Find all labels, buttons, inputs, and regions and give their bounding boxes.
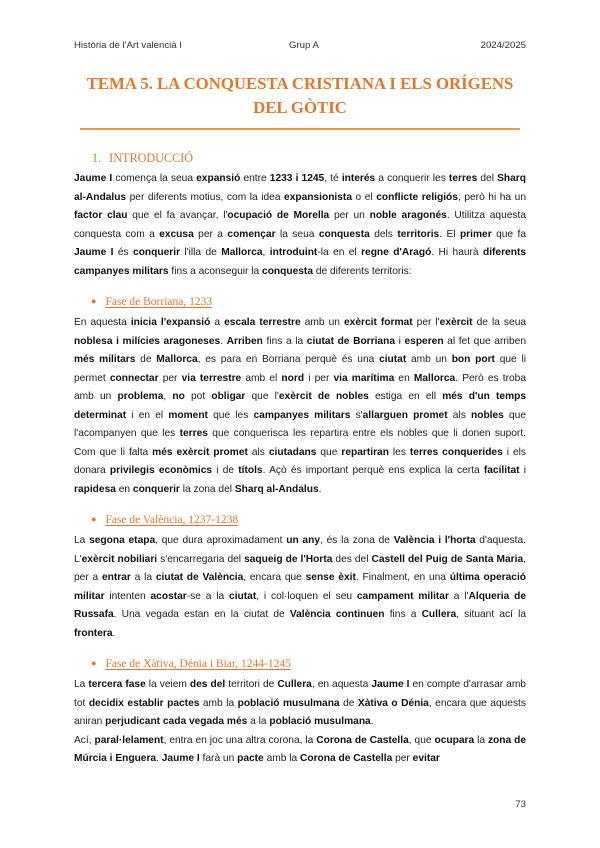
emphasis: Cullera xyxy=(277,679,312,690)
emphasis: conquesta xyxy=(262,265,313,277)
emphasis: Corona de Castella xyxy=(299,753,393,764)
emphasis: Xàtiva o Dénia xyxy=(357,697,429,709)
emphasis: població musulmana xyxy=(237,697,340,709)
emphasis: conquerir xyxy=(132,483,180,495)
emphasis: inicia l'expansió xyxy=(130,317,211,328)
emphasis: escala terrestre xyxy=(224,317,301,328)
emphasis: títols xyxy=(238,465,263,476)
emphasis: Castell del Puig de Santa Maria xyxy=(371,553,524,565)
emphasis: València continuen xyxy=(289,609,385,620)
phase-paragraph-borriana: En aquesta inicia l'expansió a escala terrestre amb un exèrcit format per l'exèrcit de la seua noblesa i milícies aragoneses. Arriben fins a la ciutat de Borriana i esperen al fet que arriben més militars de Mallorca, es para en Borriana perquè és una ciutat amb un bon port que li permet connectar per via terrestre amb el nord i per via marítima en Mallorca. Però es troba amb un problema, no pot obligar que l'exèrcit de nobles estiga en ell més d'un temps determinat i en el moment que les campanyes militars s'allarguen promet als nobles que l'acompanyen que les terres que conquerisca les repartira entre els nobles que li donen suport. Com que li falta més exèrcit promet als ciutadans que repartiran les terres conquerides i els donara privilegis econòmics i de títols. Açò és important perquè ens explica la certa facilitat i rapidesa en conquerir la zona del Sharq al-Andalus. xyxy=(74,317,527,495)
emphasis: ciutat xyxy=(229,590,257,602)
emphasis: diferents campanyes militars xyxy=(74,247,527,277)
emphasis: territoris xyxy=(397,228,440,240)
emphasis: Mallorca xyxy=(221,247,263,258)
emphasis: Jaume I xyxy=(371,679,410,690)
emphasis: rapidesa xyxy=(74,483,116,495)
emphasis: privilegis econòmics xyxy=(109,465,213,476)
emphasis: començar xyxy=(227,228,276,240)
emphasis: noblesa i milícies aragoneses xyxy=(74,335,221,347)
phase-heading-xativa xyxy=(91,653,526,674)
emphasis: Mallorca xyxy=(413,372,456,384)
emphasis: via terrestre xyxy=(181,372,242,384)
document-body xyxy=(74,148,526,769)
emphasis: excusa xyxy=(159,228,194,240)
emphasis: 1233 i 1245 xyxy=(269,173,325,184)
emphasis: decidix establir pactes xyxy=(88,697,200,709)
emphasis: interés xyxy=(341,173,376,184)
emphasis: més d'un temps determinat xyxy=(74,391,527,421)
phase-heading-borriana xyxy=(91,291,526,312)
emphasis: esperen xyxy=(404,335,444,347)
emphasis: perjudicant cada vegada més xyxy=(105,716,248,727)
emphasis: exèrcit format xyxy=(344,317,413,328)
emphasis: primer xyxy=(459,228,492,240)
emphasis: més exèrcit promet xyxy=(152,446,248,458)
phase-paragraph-valencia: La segona etapa, que dura aproximadament un any, és la zona de València i l'horta d'aquesta. L'exèrcit nobiliari s'encarregaria del saqueig de l'Horta des del Castell del Puig de Santa Maria, per a entrar a la ciutat de València, encara que sense èxit. Finalment, en una última operació militar intenten acostar-se a la ciutat, i col·loquen el seu campament militar a l'Alqueria de Russafa. Una vegada estan en la ciutat de València continuen fins a Cullera, situant ací la frontera. xyxy=(74,535,527,639)
phase-link-valencia[interactable]: Fase de València, 1237-1238 xyxy=(105,514,239,526)
header-year: 2024/2025 xyxy=(480,40,526,51)
emphasis: Cullera xyxy=(421,609,457,620)
phase-link-borriana[interactable]: Fase de Borriana, 1233 xyxy=(105,296,213,308)
emphasis: evitar xyxy=(412,753,440,764)
emphasis: Sharq al-Andalus xyxy=(234,483,319,495)
emphasis: ciutat xyxy=(379,354,407,365)
emphasis: entrar xyxy=(101,572,131,583)
intro-paragraph: Jaume I comença la seua expansió entre 1233 i 1245, té interés a conquerir les terres del Sharq al-Andalus per diferents motius, com la idea expansionista o el conflicte religiós, però hi ha un factor clau que el fa avançar, l'ocupació de Morella per un noble aragonés. Utilitza aquesta conquesta com a excusa per a començar la seua conquesta dels territoris. El primer que fa Jaume I és conquerir l'illa de Mallorca, introduint-la en el regne d'Aragó. Hi haurà diferents campanyes militars fins a aconseguir la conquesta de diferents territoris: xyxy=(74,173,527,277)
emphasis: introduint xyxy=(269,247,318,258)
emphasis: València i l'horta xyxy=(393,535,476,546)
emphasis: un any xyxy=(286,535,320,546)
emphasis: pacte xyxy=(237,753,264,764)
emphasis: última operació militar xyxy=(74,572,527,602)
emphasis: ciutadans xyxy=(268,446,317,458)
emphasis: tercera fase xyxy=(88,679,146,690)
emphasis: saqueig de l'Horta xyxy=(244,553,333,565)
emphasis: més militars xyxy=(74,354,136,365)
emphasis: exèrcit xyxy=(439,317,473,328)
header-course: Història de l'Art valencià I xyxy=(74,40,182,51)
phase-link-xativa[interactable]: Fase de Xàtiva, Dénia i Biar, 1244-1245 xyxy=(105,658,291,670)
emphasis: problema xyxy=(117,391,164,402)
emphasis: repartiran xyxy=(341,446,389,458)
emphasis: terres xyxy=(179,428,208,439)
emphasis: Mallorca xyxy=(156,354,198,365)
emphasis: Arriben xyxy=(226,335,263,347)
emphasis: Corona de Castella xyxy=(316,734,409,746)
emphasis: des del xyxy=(189,679,226,690)
emphasis: acostar xyxy=(150,590,187,602)
emphasis: terres xyxy=(448,173,478,184)
emphasis: campament militar xyxy=(356,590,449,602)
emphasis: factor clau xyxy=(74,210,128,221)
phase-heading-valencia xyxy=(91,509,526,530)
emphasis: paral·lelament xyxy=(94,734,164,746)
emphasis: Jaume I xyxy=(74,247,114,258)
emphasis: ocupara xyxy=(434,734,475,746)
emphasis: via marítima xyxy=(333,372,395,384)
emphasis: campanyes militars xyxy=(253,409,351,421)
emphasis: nord xyxy=(281,372,305,384)
page-title: TEMA 5. LA CONQUESTA CRISTIANA I ELS ORÍGENS DEL GÒTIC xyxy=(86,74,514,117)
emphasis: conflicte religiós xyxy=(376,191,458,203)
title-divider xyxy=(80,128,520,130)
section-title: INTRODUCCIÓ xyxy=(109,151,194,165)
emphasis: terres conquerides xyxy=(409,446,503,458)
emphasis: ciutat de València xyxy=(155,572,244,583)
page-number: 73 xyxy=(515,799,526,810)
emphasis: moment xyxy=(168,409,208,421)
emphasis: sense èxit xyxy=(305,572,356,583)
header-group: Grup A xyxy=(289,40,319,51)
bullet-icon: ● xyxy=(91,514,97,524)
section-number: 1. xyxy=(92,151,102,165)
emphasis: ocupació de Morella xyxy=(227,210,330,221)
emphasis: connectar xyxy=(109,372,159,384)
emphasis: població musulmana xyxy=(269,716,371,727)
emphasis: expansió xyxy=(196,173,241,184)
emphasis: Jaume I xyxy=(74,173,113,184)
emphasis: allarguen promet xyxy=(362,409,448,421)
section-heading xyxy=(92,148,526,168)
emphasis: no xyxy=(172,391,185,402)
emphasis: obligar xyxy=(211,391,246,402)
emphasis: conquesta xyxy=(318,228,370,240)
emphasis: expansionista xyxy=(284,191,352,203)
emphasis: Sharq al-Andalus xyxy=(74,173,526,203)
emphasis: ciutat de Borriana xyxy=(306,335,395,347)
bullet-icon: ● xyxy=(91,296,97,306)
emphasis: exèrcit nobiliari xyxy=(81,553,158,565)
emphasis: noble aragonés xyxy=(369,210,447,221)
emphasis: frontera xyxy=(74,627,113,639)
emphasis: exèrcit de nobles xyxy=(278,391,369,402)
running-header xyxy=(74,40,526,54)
emphasis: segona etapa xyxy=(89,535,156,546)
emphasis: Jaume I xyxy=(161,753,200,764)
emphasis: zona de Múrcia i Enguera xyxy=(74,734,526,764)
emphasis: bon port xyxy=(451,354,495,365)
emphasis: Alqueria de Russafa xyxy=(74,590,526,620)
emphasis: conquerir xyxy=(133,247,181,258)
emphasis: regne d'Aragó xyxy=(361,247,432,258)
emphasis: facilitat xyxy=(483,465,520,476)
bullet-icon: ● xyxy=(91,658,97,668)
phase-paragraph-xativa: La tercera fase la veiem des del territori de Cullera, en aquesta Jaume I en compte d'arrasar amb tot decidix establir pactes amb la població musulmana de Xàtiva o Dénia, encara que aquests aniran perjudicant cada vegada més a la població musulmana. Ací, paral·lelament, entra en joc una altra corona, la Corona de Castella, que ocupara la zona de Múrcia i Enguera. Jaume I farà un pacte amb la Corona de Castella per evitar xyxy=(74,679,526,764)
emphasis: nobles xyxy=(471,409,504,421)
